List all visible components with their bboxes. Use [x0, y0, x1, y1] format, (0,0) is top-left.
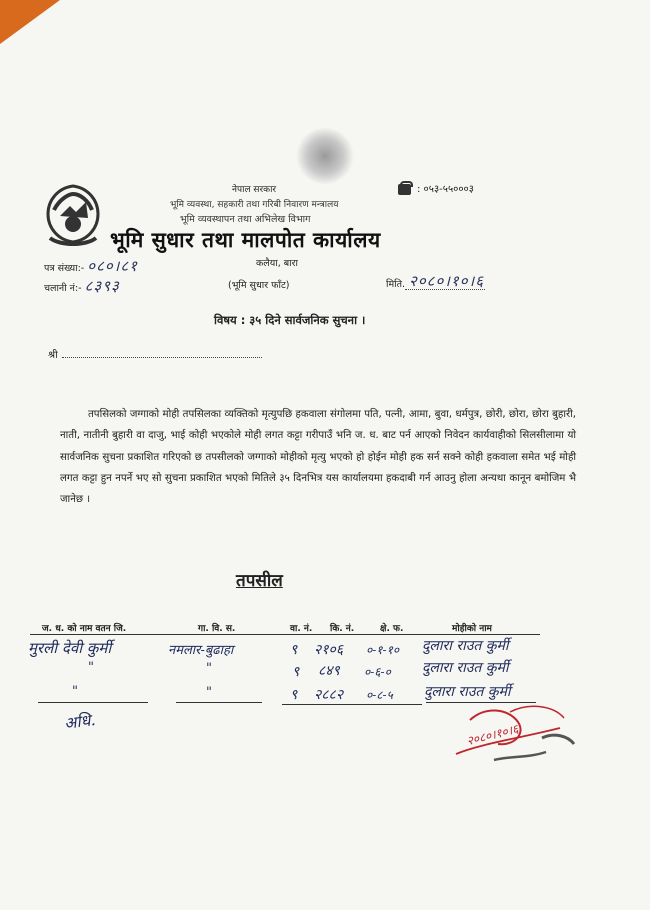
header-vdc: गा. वि. स.	[198, 624, 236, 634]
cell-tenant: दुलारा राउत कुर्मी	[424, 684, 511, 700]
owner-underline	[38, 702, 148, 703]
stamp-date: २०८०।१०।६	[465, 721, 520, 749]
date-value: २०८०।१०।६	[409, 272, 485, 290]
phone-text: : ०५३-५५०००३	[417, 184, 474, 195]
officer-initials: अधि.	[62, 709, 97, 734]
recipient-line	[48, 347, 262, 361]
cell-vdc: "	[206, 661, 212, 676]
cell-area: ०-६-०	[364, 665, 391, 679]
seal-smudge	[296, 128, 354, 184]
header-ward: वा. नं.	[290, 624, 313, 634]
cell-plot: २८८२	[314, 687, 344, 703]
header-owner: ज. ध. को नाम वतन जि.	[42, 624, 127, 634]
vdc-underline	[176, 702, 262, 703]
date-label: मिति.	[386, 279, 406, 290]
cell-vdc: नमलार-बुढाहा	[168, 643, 234, 658]
header-tenant: मोहीको नाम	[452, 624, 492, 634]
cell-area: ०-८-५	[366, 688, 393, 702]
cell-owner: "	[72, 684, 78, 699]
ministry-name: भूमि व्यवस्था, सहकारी तथा गरिबी निवारण मन्त्रालय	[170, 200, 339, 210]
cell-plot: ८४९	[318, 663, 340, 679]
plot-underline	[282, 704, 422, 705]
nepal-emblem-icon	[40, 180, 106, 250]
office-name: भूमि सुधार तथा मालपोत कार्यालय	[110, 228, 381, 252]
cell-owner: "	[88, 660, 94, 675]
section-label: (भूमि सुधार फाँट)	[228, 280, 290, 291]
telephone-icon	[398, 184, 411, 195]
notice-body: तपसिलको जग्गाको मोही तपसिलका व्यक्तिको मृत्युपछि हकवाला संगोलमा पति, पत्नी, आमा, बुवा, धर्मपुत्र, छोरी, छोरा, छोरा बुहारी, नाती, नातीनी बुहारी वा दाजु, भाई कोही भएकोले मोही लगत कट्टा गरीपाउँ भनि ज. ध. बाट पर्न आएको निवेदन कार्यवाहीको सिलसीलामा यो सार्वजनिक सुचना प्रकाशित गरिएको छ तपसीलको जग्गाको मोहीको मृत्यु भएको हो होईन मोही हक सर्न सक्ने कोही हकवाला समेत भई मोही लगत कट्टा हुन नपर्ने भए सो सुचना प्रकाशित भएको मितिले ३५ दिनभित्र यस कार्यालयमा हकदाबी गर्न आउनु होला अन्यथा कानून बमोजिम भै जानेछ ।	[60, 409, 576, 506]
department-name: भूमि व्यवस्थापन तथा अभिलेख विभाग	[180, 214, 311, 225]
cell-owner: मुरली देवी कुर्मी	[28, 639, 112, 657]
cell-tenant: दुलारा राउत कुर्मी	[422, 638, 509, 654]
phone-number	[398, 181, 474, 195]
header-plot: कि. नं.	[330, 624, 355, 634]
letter-number-label: पत्र संख्या:-	[44, 263, 85, 274]
dispatch-number-label: चलानी नं:-	[44, 283, 82, 294]
cell-ward: ९	[292, 664, 300, 680]
recipient-label: श्री	[48, 350, 58, 361]
letter-date	[386, 272, 485, 290]
government-name: नेपाल सरकार	[232, 185, 277, 195]
letter-number	[44, 256, 138, 276]
recipient-blank	[62, 347, 262, 358]
cell-area: ०-१-१०	[366, 643, 400, 657]
subject-line: विषय : ३५ दिने सार्वजनिक सुचना ।	[214, 313, 366, 327]
dispatch-number-value: ८३९३	[84, 277, 120, 295]
header-area: क्षे. फ.	[380, 624, 404, 634]
header-rule	[30, 634, 540, 635]
office-location: कलैया, बारा	[256, 258, 298, 269]
cell-vdc: "	[206, 685, 212, 700]
dispatch-number	[44, 276, 120, 296]
cell-ward: ९	[290, 642, 298, 658]
cell-tenant: दुलारा राउत कुर्मी	[422, 660, 509, 676]
letter-number-value: ०८०।८१	[87, 257, 138, 275]
cell-plot: २१०६	[314, 642, 344, 658]
corner-mark	[0, 0, 60, 44]
cell-ward: ९	[290, 687, 298, 703]
schedule-title: तपसील	[236, 571, 283, 591]
